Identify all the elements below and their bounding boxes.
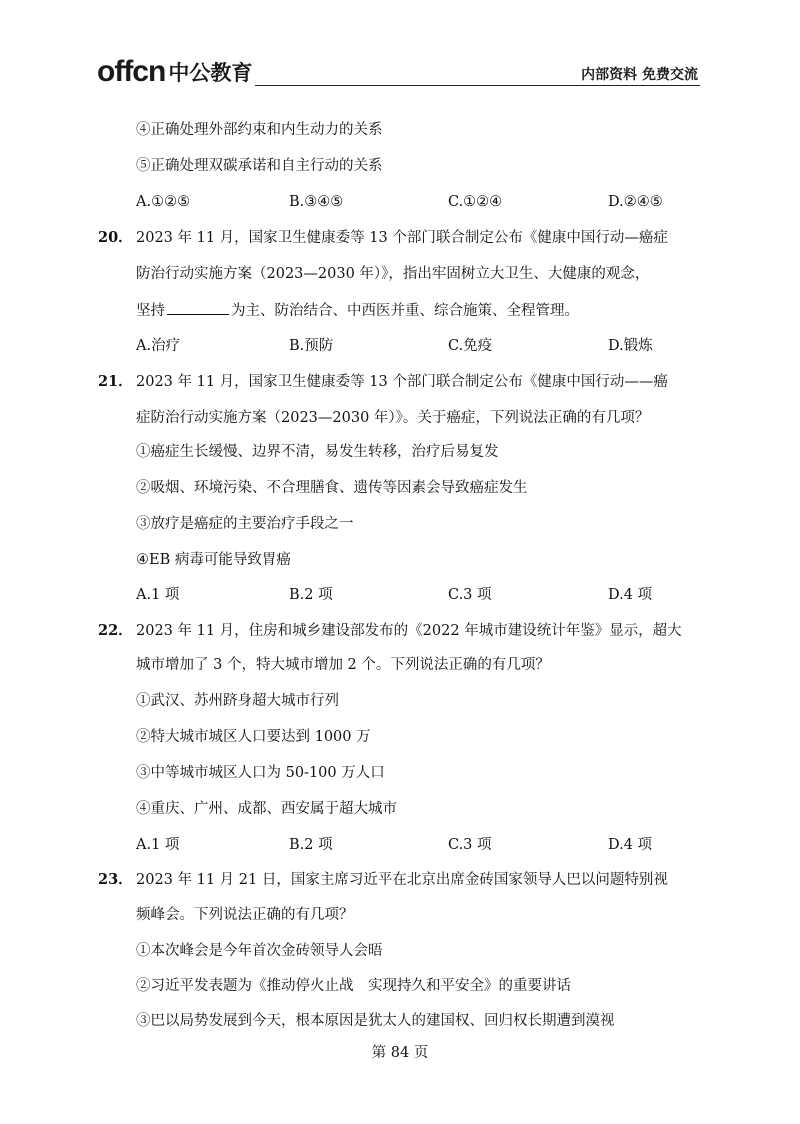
page-header (97, 55, 700, 88)
logo-chinese-text: 中公教育 (168, 61, 253, 85)
q20-stem-line-2: 防治行动实施方案（2023—2030 年）》，指出牢固树立大卫生、大健康的观念， (136, 266, 650, 282)
q22-stem-line-1: 2023 年 11 月，住房和城乡建设部发布的《2022 年城市建设统计年鉴》显示，超大 (136, 623, 682, 639)
q20-stem-after-blank: 为主、防治结合、中西医并重、综合施策、全程管理。 (231, 303, 579, 319)
q22-option-c: C.3 项 (448, 837, 492, 853)
q20-stem-line-3 (136, 300, 579, 321)
q21-stem-line-1: 2023 年 11 月，国家卫生健康委等 13 个部门联合制定公布《健康中国行动——癌 (136, 374, 668, 390)
q23-item-2: ②习近平发表题为《推动停火止战 实现持久和平安全》的重要讲话 (136, 978, 571, 994)
q21-option-a: A.1 项 (136, 587, 180, 603)
q21-option-c: C.3 项 (448, 587, 492, 603)
q23-stem-line-1: 2023 年 11 月 21 日，国家主席习近平在北京出席金砖国家领导人巴以问题特别视 (136, 872, 668, 888)
header-note: 内部资料 免费交流 (581, 67, 698, 83)
q21-option-b: B.2 项 (289, 587, 333, 603)
q21-item-4: ④EB 病毒可能导致胃癌 (136, 552, 291, 568)
q19-item-4: ④正确处理外部约束和内生动力的关系 (136, 122, 383, 138)
q23-stem-line-2: 频峰会。下列说法正确的有几项？ (136, 907, 354, 923)
q22-item-3: ③中等城市城区人口为 50-100 万人口 (136, 765, 385, 781)
q22-stem-line-2: 城市增加了 3 个，特大城市增加 2 个。下列说法正确的有几项？ (136, 657, 550, 673)
q19-option-d: D.②④⑤ (608, 194, 663, 210)
q23-number: 23． (98, 871, 133, 888)
q23-item-3: ③巴以局势发展到今天，根本原因是犹太人的建国权、回归权长期遭到漠视 (136, 1013, 615, 1029)
q22-option-d: D.4 项 (608, 837, 653, 853)
q22-item-1: ①武汉、苏州跻身超大城市行列 (136, 693, 339, 709)
q19-option-b: B.③④⑤ (289, 194, 344, 210)
q21-stem-line-2: 症防治行动实施方案（2023—2030 年）》。关于癌症，下列说法正确的有几项？ (136, 410, 650, 426)
q22-number: 22． (98, 622, 133, 639)
header-divider (255, 85, 700, 86)
q22-option-a: A.1 项 (136, 837, 180, 853)
q20-option-b: B.预防 (289, 338, 334, 354)
q21-item-3: ③放疗是癌症的主要治疗手段之一 (136, 516, 354, 532)
q20-option-a: A.治疗 (136, 338, 181, 354)
q19-option-a: A.①②⑤ (136, 194, 191, 210)
q21-option-d: D.4 项 (608, 587, 653, 603)
q22-option-b: B.2 项 (289, 837, 333, 853)
page-number: 第 84 页 (371, 1045, 429, 1061)
q20-option-d: D.锻炼 (608, 338, 653, 354)
q20-blank (167, 300, 229, 315)
q20-stem-before-blank: 坚持 (136, 303, 165, 319)
offcn-logo (97, 55, 253, 88)
q19-item-5: ⑤正确处理双碳承诺和自主行动的关系 (136, 158, 383, 174)
logo-latin-text: offcn (97, 55, 166, 88)
q22-item-4: ④重庆、广州、成都、西安属于超大城市 (136, 801, 397, 817)
q20-stem-line-1: 2023 年 11 月，国家卫生健康委等 13 个部门联合制定公布《健康中国行动—癌症 (136, 230, 668, 246)
q21-item-1: ①癌症生长缓慢、边界不清，易发生转移，治疗后易复发 (136, 444, 499, 460)
q20-option-c: C.免疫 (448, 338, 493, 354)
q20-number: 20． (98, 229, 133, 246)
q23-item-1: ①本次峰会是今年首次金砖领导人会晤 (136, 943, 383, 959)
q21-number: 21． (98, 373, 133, 390)
q22-item-2: ②特大城市城区人口要达到 1000 万 (136, 729, 371, 745)
q19-option-c: C.①②④ (448, 194, 503, 210)
q21-item-2: ②吸烟、环境污染、不合理膳食、遗传等因素会导致癌症发生 (136, 480, 528, 496)
